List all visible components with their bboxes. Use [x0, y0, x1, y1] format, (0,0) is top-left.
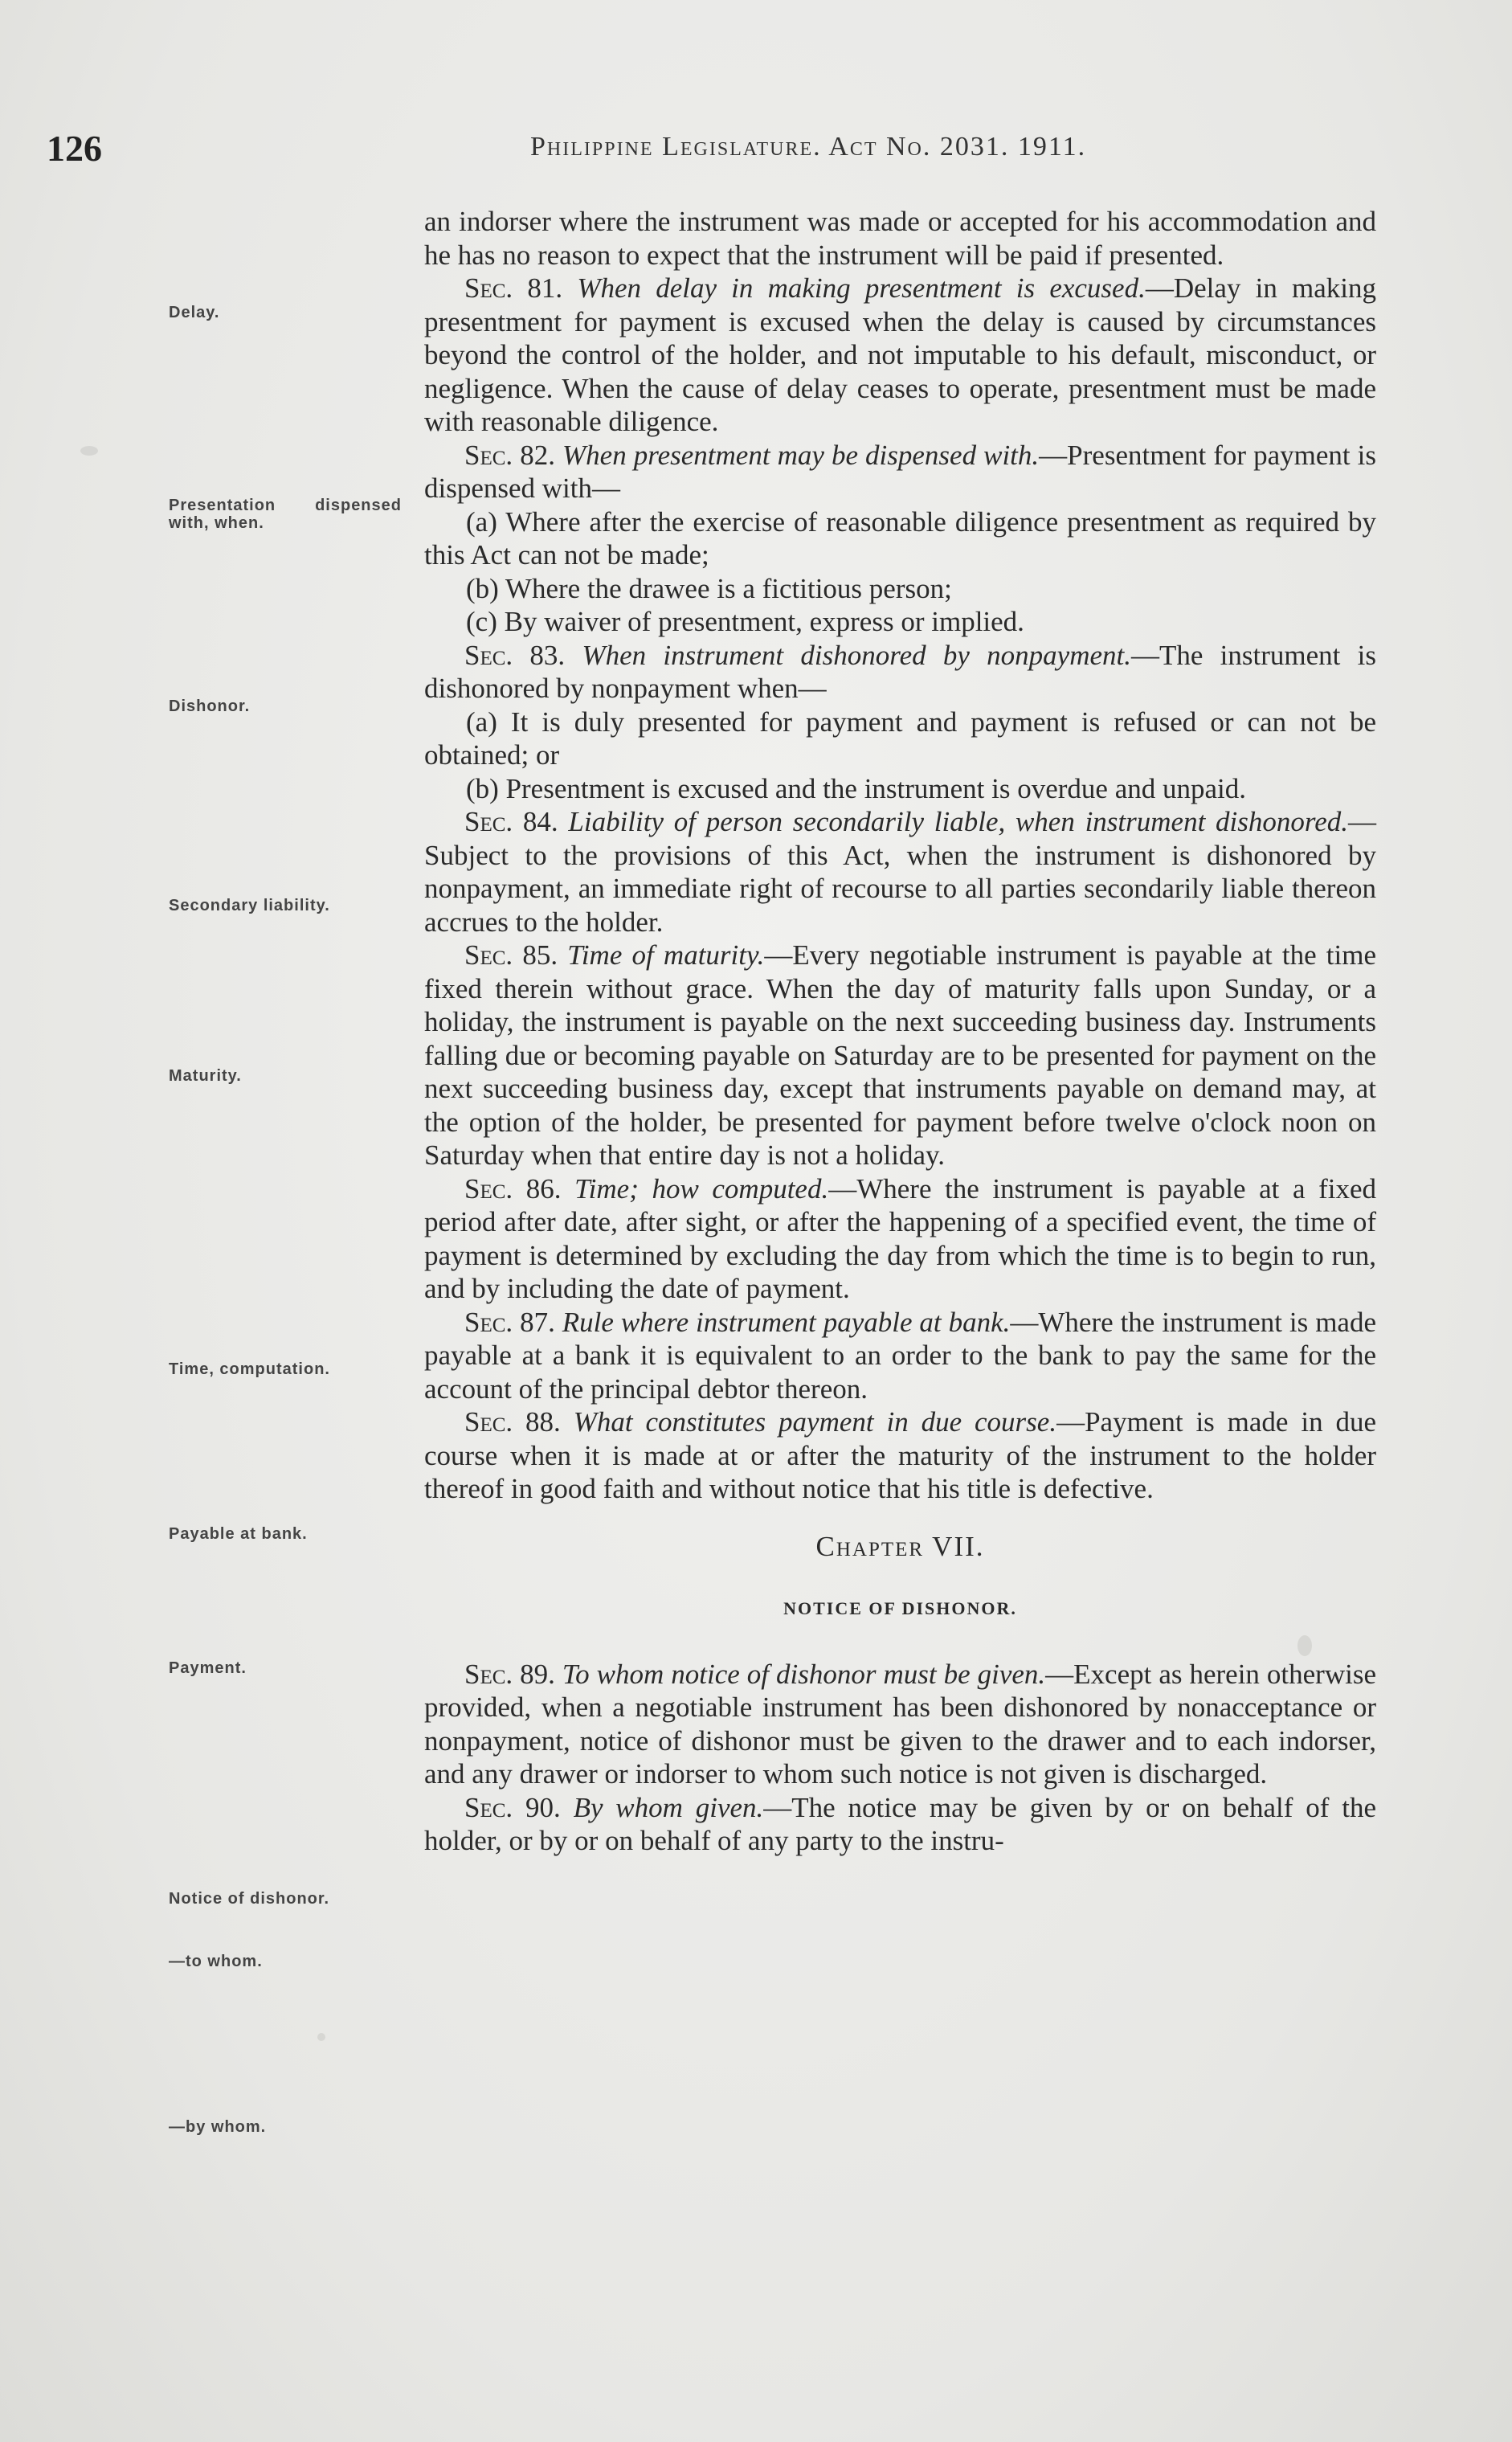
section-84	[424, 805, 1376, 939]
section-label: Sec. 84.	[464, 806, 558, 837]
section-label: Sec. 82.	[464, 439, 555, 471]
section-text: —Delay in making presentment for payment is excused when the delay is caused by circumstances beyond the control of the holder, and not imputable to his default, misconduct, or negligence. When the cause of delay ceases to operate, presentment must be made with reasonable diligence.	[424, 272, 1377, 437]
section-title: Liability of person secondarily liable, when instrument dishonored.	[568, 806, 1348, 837]
margin-note-time-computation: Time, computation.	[169, 1360, 330, 1378]
section-83	[424, 639, 1376, 706]
margin-note-notice-of-dishonor: Notice of dishonor.	[169, 1890, 330, 1908]
clause-a: (a) Where after the exercise of reasonable diligence presentment as required by this Act can not be made;	[424, 505, 1376, 571]
margin-note-presentation: Presentation dispensed with, when.	[169, 497, 402, 532]
section-86	[424, 1172, 1376, 1306]
clause-c: (c) By waiver of presentment, express or implied.	[466, 606, 1024, 637]
running-head: Philippine Legislature. Act No. 2031. 1911.	[530, 132, 1087, 162]
section-label: Sec. 89.	[464, 1658, 555, 1690]
smudge-mark	[80, 446, 98, 456]
section-title: Time of maturity.	[567, 939, 765, 971]
clause-a: (a) It is duly presented for payment and payment is refused or can not be obtained; or	[424, 706, 1376, 771]
margin-note-delay: Delay.	[169, 304, 220, 321]
section-text: —Payment is made in due course when it is made at or after the maturity of the instrument to the holder thereof in good faith and without notice that his title is defective.	[424, 1406, 1376, 1504]
section-label: Sec. 83.	[464, 639, 566, 671]
section-81	[424, 272, 1376, 439]
section-label: Sec. 85.	[464, 939, 558, 971]
margin-note-to-whom: —to whom.	[169, 1953, 263, 1970]
paragraph: an indorser where the instrument was made or accepted for his accommodation and he has no reason to expect that the instrument will be paid if presented.	[424, 206, 1376, 271]
section-text: —The instrument is dishonored by nonpayment when—	[424, 639, 1376, 704]
margin-note-secondary: Secondary liability.	[169, 897, 330, 914]
chapter-subtitle: NOTICE OF DISHONOR.	[783, 1598, 1017, 1618]
section-title: By whom given.	[573, 1791, 764, 1823]
section-text: —Where the instrument is payable at a fixed period after date, after sight, or after the happening of a specified event, the time of payment is determined by excluding the day from which the time is to begin to run, and by including the date of payment.	[424, 1172, 1377, 1304]
section-85	[424, 939, 1376, 1172]
section-text: —The notice may be given by or on behalf of the holder, or by or on behalf of any party to the instru-	[424, 1791, 1376, 1856]
section-82	[424, 439, 1376, 505]
section-90	[424, 1791, 1376, 1858]
section-label: Sec. 86.	[464, 1172, 562, 1205]
margin-note-maturity: Maturity.	[169, 1067, 242, 1085]
section-89	[424, 1658, 1376, 1791]
section-title: To whom notice of dishonor must be given.	[562, 1658, 1046, 1690]
section-87	[424, 1306, 1376, 1406]
page-number: 126	[47, 128, 102, 169]
section-title: When instrument dishonored by nonpayment.	[582, 639, 1131, 671]
section-label: Sec. 81.	[464, 272, 563, 304]
clause-b: (b) Presentment is excused and the instrument is overdue and unpaid.	[466, 772, 1247, 804]
section-title: When delay in making presentment is excused.	[577, 272, 1146, 304]
section-88	[424, 1405, 1376, 1506]
margin-note-by-whom: —by whom.	[169, 2118, 267, 2136]
section-label: Sec. 87.	[464, 1306, 555, 1338]
section-title: When presentment may be dispensed with.	[562, 439, 1040, 471]
body-text	[424, 205, 1376, 1858]
section-title: What constitutes payment in due course.	[573, 1406, 1057, 1438]
section-text: —Every negotiable instrument is payable at the time fixed therein without grace. When the day of maturity falls upon Sunday, or a holiday, the instrument is payable on the next succeeding business day. Instruments falling due or becoming payable on Saturday are to be presented for payment on the next succeeding business day, except that instruments payable on demand may, at the option of the holder, be presented for payment before twelve o'clock noon on Saturday when that entire day is not a holiday.	[424, 939, 1377, 1171]
section-text: —Subject to the provisions of this Act, when the instrument is dishonored by nonpayment, an immediate right of recourse to all parties secondarily liable thereon accrues to the holder.	[424, 806, 1376, 938]
section-text: —Presentment for payment is dispensed with—	[424, 439, 1377, 504]
chapter-title: Chapter VII.	[815, 1530, 985, 1562]
clause-b: (b) Where the drawee is a fictitious person;	[466, 572, 952, 604]
margin-note-payable-at-bank: Payable at bank.	[169, 1525, 308, 1543]
section-text: —Except as herein otherwise provided, when a negotiable instrument has been dishonored by nonacceptance or nonpayment, notice of dishonor must be given to the drawer and to each indorser, and any drawer or indorser to whom such notice is not given is discharged.	[424, 1658, 1376, 1790]
margin-note-payment: Payment.	[169, 1659, 247, 1677]
section-text: —Where the instrument is made payable at a bank it is equivalent to an order to the bank to pay the same for the account of the principal debtor thereon.	[424, 1306, 1376, 1405]
section-title: Time; how computed.	[574, 1172, 829, 1205]
smudge-mark	[317, 2033, 325, 2041]
section-title: Rule where instrument payable at bank.	[562, 1306, 1011, 1338]
section-label: Sec. 90.	[464, 1791, 561, 1823]
margin-note-dishonor: Dishonor.	[169, 697, 251, 715]
section-label: Sec. 88.	[464, 1406, 561, 1438]
page-header	[0, 127, 1512, 175]
